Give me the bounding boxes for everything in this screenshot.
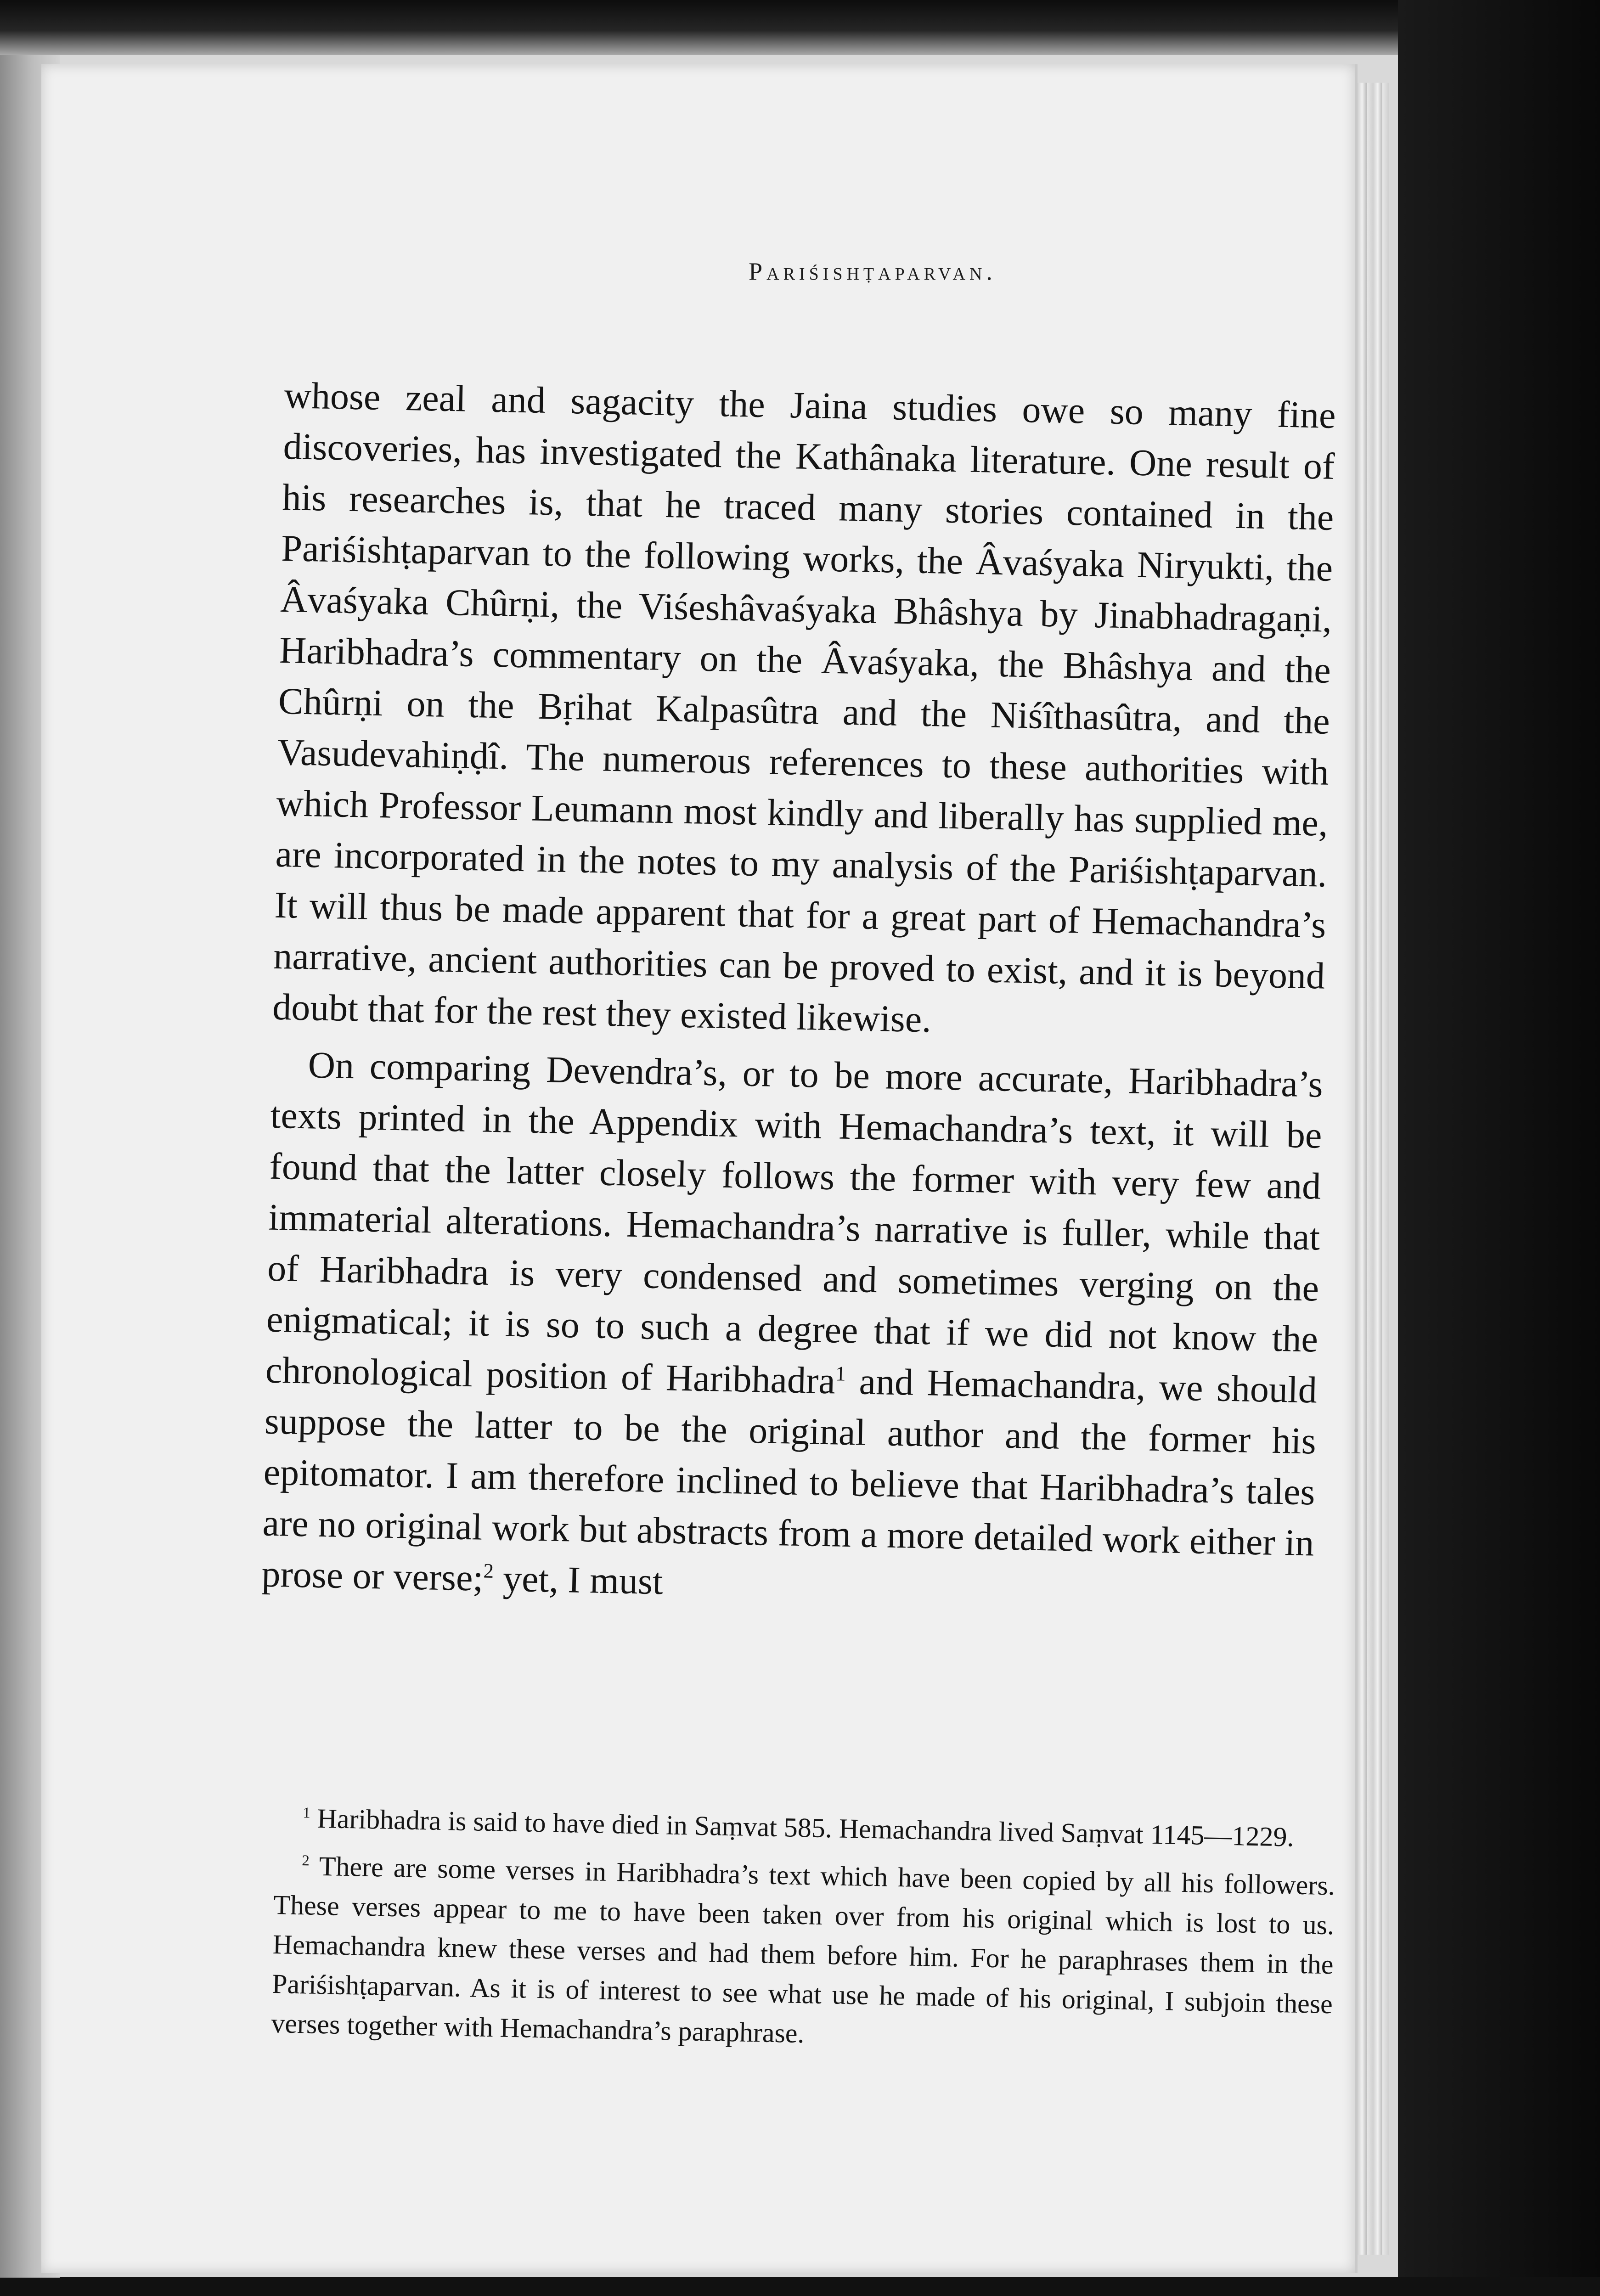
scan-right-shadow bbox=[1398, 0, 1600, 2296]
footnote-marker-1: 1 bbox=[303, 1805, 311, 1822]
paragraph-2 bbox=[261, 1039, 1324, 1620]
paragraph-1: whose zeal and sagacity the Jaina studies owe so many fine discoveries, has investigated the Kathânaka literature. One result of his researches is, that he traced many stories contained in the Pariśishṭaparvan to the following works, the Âvaśyaka Niryukti, the Âvaśyaka Chûrṇi, the Viśeshâvaśyaka Bhâshya by Jinabhadragaṇi, Haribhadra’s commentary on the Âvaśyaka, the Bhâshya and the Chûrṇi on the Bṛihat Kalpasûtra and the Niśîthasûtra, and the Vasudevahiṇḍî. The numerous references to these authorities with which Professor Leumann most kindly and liberally has supplied me, are incorporated in the notes to my analysis of the Pariśishṭaparvan. It will thus be made apparent that for a great part of Hemachandra’s narrative, ancient authorities can be proved to exist, and it is beyond doubt that for the rest they existed likewise. bbox=[272, 374, 1336, 1041]
paragraph-2-part-1: On comparing Devendra’s, or to be more accurate, Haribhadra’s texts printed in the Appendix with Hemachandra’s text, it will be found that the latter closely follows the former with very few and immaterial alterations. Hemachandra’s narrative is fuller, while that of Haribhadra is very condensed and sometimes verging on the enigmatical; it is so to such a degree that if we did not know the chronological position of Haribhadra bbox=[265, 1044, 1324, 1402]
paragraph-2-part-2: and Hemachandra, we should suppose the latter to be the original author and the former his epitomator. I am therefore inclined to believe that Haribhadra’s tales are no original work but abstracts from a more detailed work either in prose or verse; bbox=[261, 1360, 1318, 1599]
scan-bottom-shadow bbox=[0, 2277, 1600, 2296]
footnote-reference-2: 2 bbox=[483, 1559, 494, 1582]
footnote-marker-2: 2 bbox=[302, 1852, 310, 1869]
footnote-2 bbox=[271, 1846, 1335, 2063]
scan-top-shadow bbox=[0, 0, 1600, 55]
book-page bbox=[41, 64, 1358, 2273]
paragraph-2-part-3: yet, I must bbox=[493, 1557, 664, 1603]
footnote-text-2: There are some verses in Haribhadra’s text which have been copied by all his followers. These verses appear to me to have been taken over from his original which is lost to us. Hemachandra knew these verses and had them before him. For he paraphrases them in the Pariśishṭaparvan. As it is of interest to see what use he made of his original, I subjoin these verses together with Hemachandra’s paraphrase. bbox=[270, 1851, 1335, 2049]
footnotes-section bbox=[270, 1798, 1336, 2071]
footnote-text-1: Haribhadra is said to have died in Saṃvat 585. Hemachandra lived Saṃvat 1145—1229. bbox=[317, 1803, 1295, 1852]
running-title: Pariśishṭaparvan. bbox=[749, 258, 997, 285]
main-text bbox=[261, 370, 1336, 1619]
footnote-reference-1: 1 bbox=[835, 1362, 846, 1385]
